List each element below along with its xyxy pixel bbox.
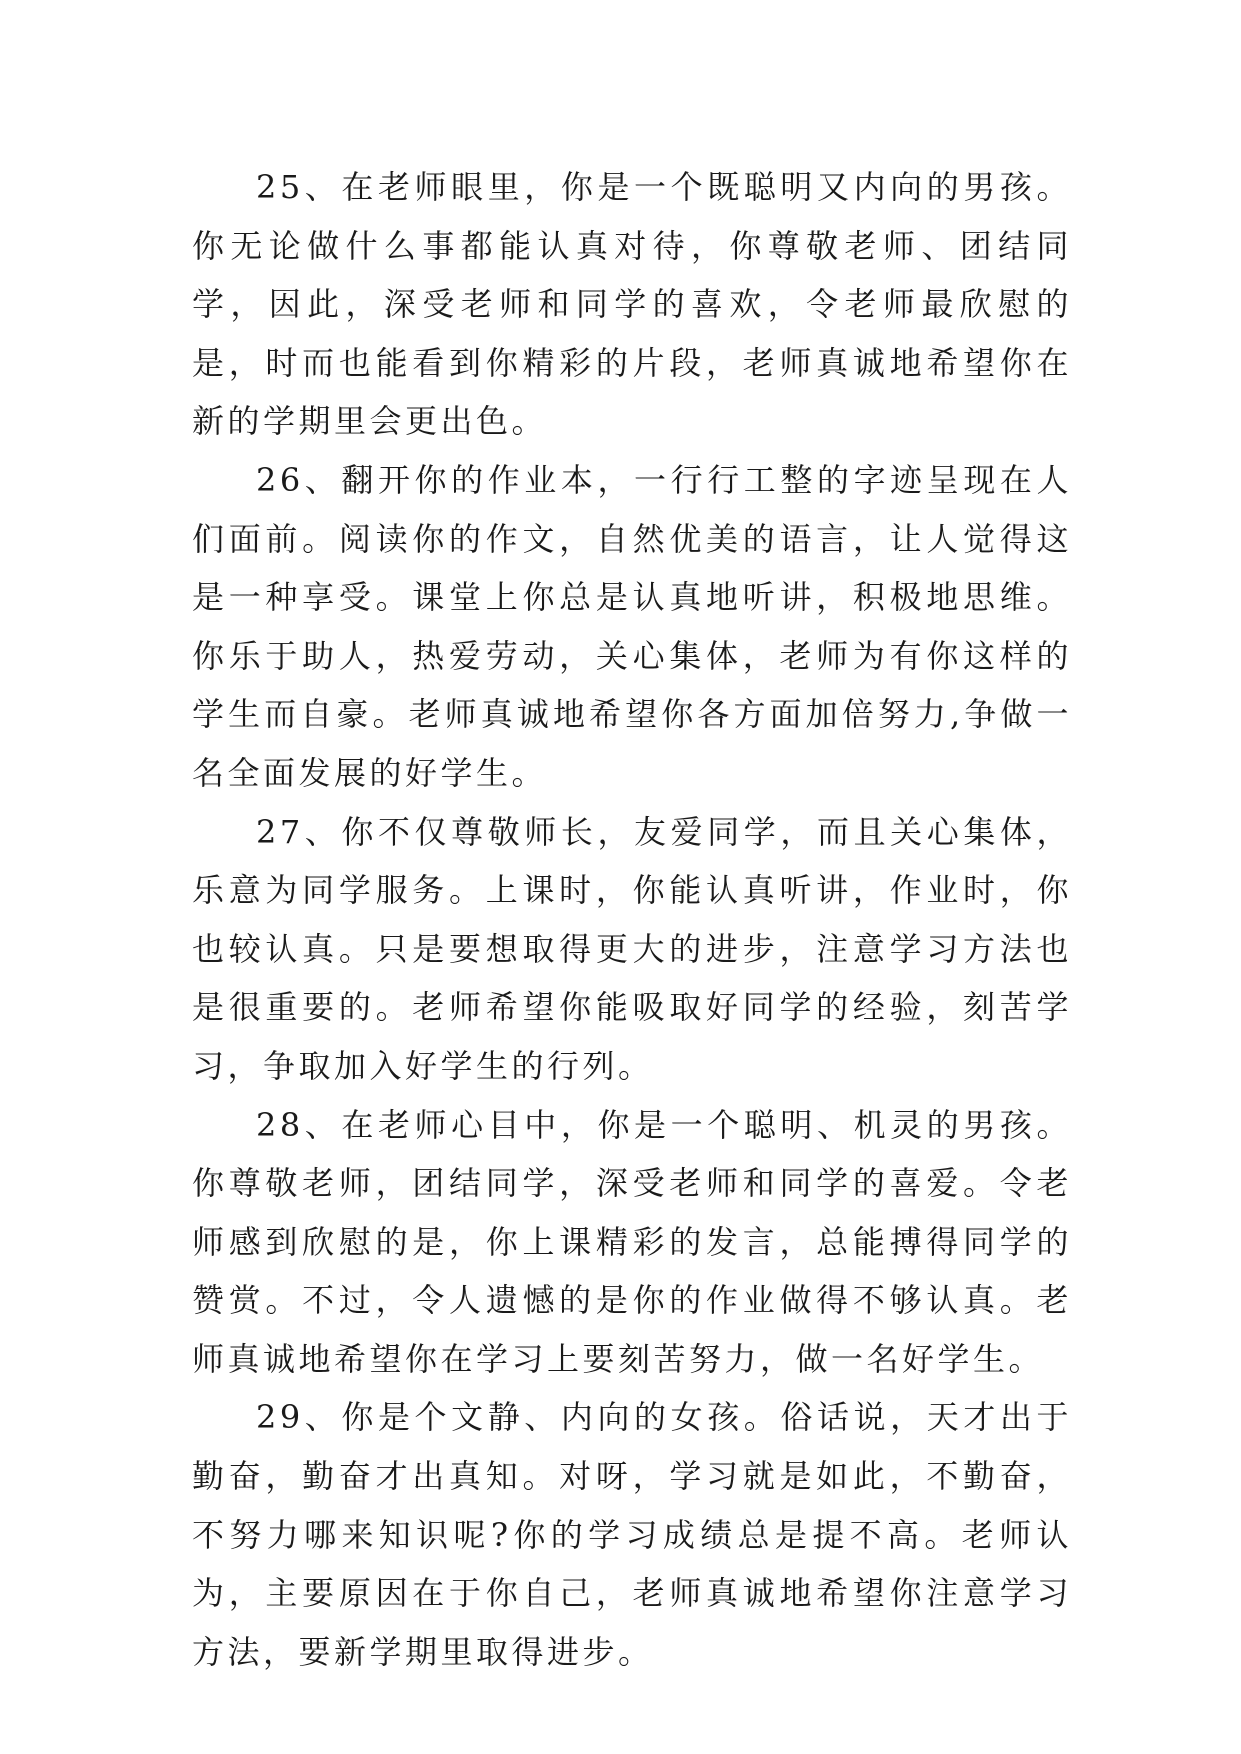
paragraph-29: 29、你是个文静、内向的女孩。俗话说，天才出于勤奋，勤奋才出真知。对呀，学习就是如此，不勤奋，不努力哪来知识呢?你的学习成绩总是提不高。老师认为，主要原因在于你自己，老师真诚地希望你注意学习方法，要新学期里取得进步。 <box>192 1398 1072 1671</box>
document-body <box>192 158 1072 1681</box>
paragraph-28: 28、在老师心目中，你是一个聪明、机灵的男孩。你尊敬老师，团结同学，深受老师和同学的喜爱。令老师感到欣慰的是，你上课精彩的发言，总能搏得同学的赞赏。不过，令人遗憾的是你的作业做得不够认真。老师真诚地希望你在学习上要刻苦努力，做一名好学生。 <box>192 1105 1072 1378</box>
paragraph-27: 27、你不仅尊敬师长，友爱同学，而且关心集体，乐意为同学服务。上课时，你能认真听讲，作业时，你也较认真。只是要想取得更大的进步，注意学习方法也是很重要的。老师希望你能吸取好同学的经验，刻苦学习，争取加入好学生的行列。 <box>192 812 1072 1085</box>
paragraph-26: 26、翻开你的作业本，一行行工整的字迹呈现在人们面前。阅读你的作文，自然优美的语言，让人觉得这是一种享受。课堂上你总是认真地听讲，积极地思维。你乐于助人，热爱劳动，关心集体，老师为有你这样的学生而自豪。老师真诚地希望你各方面加倍努力,争做一名全面发展的好学生。 <box>192 460 1072 792</box>
paragraph-25: 25、在老师眼里，你是一个既聪明又内向的男孩。你无论做什么事都能认真对待，你尊敬老师、团结同学，因此，深受老师和同学的喜欢，令老师最欣慰的是，时而也能看到你精彩的片段，老师真诚地希望你在新的学期里会更出色。 <box>192 168 1072 441</box>
